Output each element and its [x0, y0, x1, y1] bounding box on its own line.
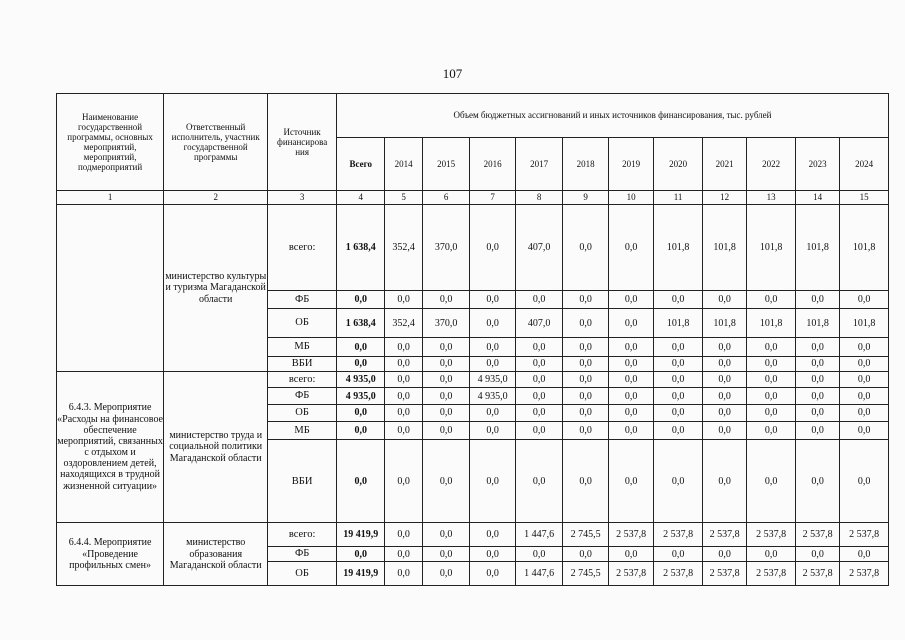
value-year: 2 537,8 — [795, 561, 839, 585]
value-year: 2 537,8 — [608, 561, 653, 585]
value-year: 0,0 — [608, 371, 653, 388]
value-year: 0,0 — [515, 440, 563, 523]
value-year: 0,0 — [654, 421, 703, 440]
value-year: 101,8 — [747, 205, 796, 290]
column-number: 4 — [336, 190, 385, 205]
value-year: 0,0 — [608, 309, 653, 338]
column-number: 15 — [840, 190, 889, 205]
value-year: 0,0 — [515, 421, 563, 440]
header-source: Источник финансирова ния — [268, 94, 337, 191]
value-year: 0,0 — [654, 404, 703, 421]
page-number: 107 — [442, 66, 463, 81]
value-total: 4 935,0 — [336, 388, 385, 405]
value-year: 407,0 — [515, 309, 563, 338]
value-year: 0,0 — [422, 547, 470, 562]
value-year: 0,0 — [608, 440, 653, 523]
header-year: 2018 — [563, 137, 608, 190]
value-year: 0,0 — [747, 290, 796, 309]
value-year: 0,0 — [747, 371, 796, 388]
value-year: 0,0 — [654, 440, 703, 523]
funding-source: ФБ — [268, 547, 337, 562]
value-year: 4 935,0 — [470, 371, 515, 388]
value-year: 0,0 — [563, 309, 608, 338]
value-year: 2 537,8 — [608, 523, 653, 547]
value-year: 0,0 — [702, 421, 746, 440]
value-year: 0,0 — [840, 547, 889, 562]
value-year: 0,0 — [654, 290, 703, 309]
value-year: 0,0 — [795, 440, 839, 523]
value-year: 0,0 — [385, 404, 422, 421]
value-year: 0,0 — [795, 421, 839, 440]
column-number: 3 — [268, 190, 337, 205]
header-year: 2022 — [747, 137, 796, 190]
header-year: 2021 — [702, 137, 746, 190]
value-year: 0,0 — [422, 388, 470, 405]
value-year: 0,0 — [654, 388, 703, 405]
value-year: 2 537,8 — [702, 561, 746, 585]
value-year: 0,0 — [515, 547, 563, 562]
value-total: 0,0 — [336, 547, 385, 562]
header-executor: Ответственный исполнитель, участник государственной программы — [164, 94, 268, 191]
column-number: 5 — [385, 190, 422, 205]
value-year: 0,0 — [654, 547, 703, 562]
value-year: 101,8 — [654, 205, 703, 290]
value-total: 1 638,4 — [336, 309, 385, 338]
value-year: 0,0 — [563, 547, 608, 562]
value-year: 101,8 — [702, 205, 746, 290]
value-year: 2 537,8 — [840, 523, 889, 547]
value-total: 4 935,0 — [336, 371, 385, 388]
column-number: 6 — [422, 190, 470, 205]
column-number: 10 — [608, 190, 653, 205]
value-year: 0,0 — [840, 357, 889, 372]
value-year: 0,0 — [702, 290, 746, 309]
header-year: 2014 — [385, 137, 422, 190]
value-year: 0,0 — [795, 290, 839, 309]
value-year: 0,0 — [608, 547, 653, 562]
value-year: 0,0 — [608, 338, 653, 357]
value-year: 0,0 — [608, 357, 653, 372]
value-year: 0,0 — [795, 388, 839, 405]
value-year: 0,0 — [470, 290, 515, 309]
value-year: 101,8 — [702, 309, 746, 338]
column-number: 14 — [795, 190, 839, 205]
value-year: 0,0 — [515, 404, 563, 421]
value-total: 1 638,4 — [336, 205, 385, 290]
column-number: 8 — [515, 190, 563, 205]
value-year: 0,0 — [840, 404, 889, 421]
value-year: 0,0 — [795, 371, 839, 388]
value-year: 0,0 — [747, 338, 796, 357]
funding-source: всего: — [268, 523, 337, 547]
value-year: 2 537,8 — [747, 561, 796, 585]
value-year: 0,0 — [747, 404, 796, 421]
value-year: 0,0 — [563, 371, 608, 388]
value-year: 0,0 — [702, 371, 746, 388]
value-year: 2 537,8 — [654, 523, 703, 547]
value-year: 0,0 — [422, 523, 470, 547]
funding-source: ВБИ — [268, 440, 337, 523]
value-year: 0,0 — [470, 404, 515, 421]
header-year: 2024 — [840, 137, 889, 190]
value-total: 19 419,9 — [336, 523, 385, 547]
value-year: 0,0 — [840, 338, 889, 357]
value-year: 370,0 — [422, 205, 470, 290]
value-year: 0,0 — [470, 547, 515, 562]
value-year: 0,0 — [563, 357, 608, 372]
value-year: 0,0 — [385, 421, 422, 440]
value-year: 4 935,0 — [470, 388, 515, 405]
value-year: 0,0 — [702, 547, 746, 562]
value-total: 19 419,9 — [336, 561, 385, 585]
column-number: 12 — [702, 190, 746, 205]
header-year: 2016 — [470, 137, 515, 190]
value-year: 0,0 — [608, 290, 653, 309]
executor-name: министерство культуры и туризма Магаданской области — [164, 205, 268, 371]
value-year: 0,0 — [702, 404, 746, 421]
value-year: 0,0 — [795, 338, 839, 357]
header-total: Всего — [336, 137, 385, 190]
value-year: 0,0 — [747, 357, 796, 372]
value-year: 0,0 — [385, 523, 422, 547]
value-year: 2 537,8 — [654, 561, 703, 585]
value-year: 0,0 — [840, 440, 889, 523]
value-year: 0,0 — [563, 421, 608, 440]
value-year: 0,0 — [422, 404, 470, 421]
funding-source: ВБИ — [268, 357, 337, 372]
value-year: 0,0 — [515, 371, 563, 388]
activity-name: 6.4.3. Мероприятие «Расходы на финансовое обеспечение мероприятий, связанных с отдыхом и оздоровлением детей, находящихся в трудной жизненной ситуации» — [57, 371, 164, 523]
value-year: 0,0 — [515, 290, 563, 309]
funding-source: ОБ — [268, 309, 337, 338]
value-year: 352,4 — [385, 309, 422, 338]
column-number: 7 — [470, 190, 515, 205]
value-year: 0,0 — [515, 357, 563, 372]
funding-source: всего: — [268, 371, 337, 388]
value-year: 0,0 — [515, 388, 563, 405]
value-year: 0,0 — [702, 388, 746, 405]
header-year: 2015 — [422, 137, 470, 190]
column-number: 9 — [563, 190, 608, 205]
value-year: 0,0 — [840, 388, 889, 405]
value-year: 0,0 — [840, 371, 889, 388]
value-year: 0,0 — [385, 388, 422, 405]
value-total: 0,0 — [336, 421, 385, 440]
value-year: 0,0 — [470, 357, 515, 372]
column-number: 13 — [747, 190, 796, 205]
value-year: 0,0 — [840, 290, 889, 309]
value-year: 0,0 — [608, 404, 653, 421]
value-year: 0,0 — [608, 388, 653, 405]
value-year: 2 537,8 — [795, 523, 839, 547]
value-year: 0,0 — [422, 371, 470, 388]
value-total: 0,0 — [336, 290, 385, 309]
value-year: 0,0 — [470, 421, 515, 440]
funding-source: ФБ — [268, 388, 337, 405]
value-year: 407,0 — [515, 205, 563, 290]
funding-source: ОБ — [268, 404, 337, 421]
value-year: 0,0 — [385, 357, 422, 372]
activity-name: 6.4.4. Мероприятие «Проведение профильных смен» — [57, 523, 164, 586]
value-year: 0,0 — [795, 547, 839, 562]
funding-source: МБ — [268, 421, 337, 440]
value-year: 0,0 — [422, 561, 470, 585]
value-year: 0,0 — [563, 404, 608, 421]
value-year: 0,0 — [747, 388, 796, 405]
value-year: 0,0 — [795, 357, 839, 372]
value-year: 0,0 — [422, 440, 470, 523]
value-total: 0,0 — [336, 357, 385, 372]
header-year: 2019 — [608, 137, 653, 190]
column-number: 11 — [654, 190, 703, 205]
header-year: 2017 — [515, 137, 563, 190]
activity-name — [57, 205, 164, 371]
value-year: 0,0 — [422, 338, 470, 357]
value-year: 101,8 — [795, 205, 839, 290]
value-year: 0,0 — [422, 357, 470, 372]
value-year: 0,0 — [702, 440, 746, 523]
value-year: 2 537,8 — [702, 523, 746, 547]
value-year: 0,0 — [470, 523, 515, 547]
value-year: 0,0 — [385, 440, 422, 523]
value-year: 0,0 — [422, 421, 470, 440]
value-year: 0,0 — [515, 338, 563, 357]
value-year: 0,0 — [608, 205, 653, 290]
value-year: 101,8 — [840, 309, 889, 338]
value-year: 1 447,6 — [515, 561, 563, 585]
value-year: 0,0 — [563, 440, 608, 523]
value-year: 0,0 — [654, 357, 703, 372]
value-year: 0,0 — [385, 338, 422, 357]
value-year: 0,0 — [747, 547, 796, 562]
value-year: 0,0 — [795, 404, 839, 421]
funding-source: всего: — [268, 205, 337, 290]
value-year: 0,0 — [563, 290, 608, 309]
value-year: 0,0 — [470, 309, 515, 338]
header-name: Наименование государственной программы, основных мероприятий, мероприятий, подмероприятий — [57, 94, 164, 191]
value-year: 101,8 — [747, 309, 796, 338]
table-row — [57, 523, 889, 547]
value-total: 0,0 — [336, 404, 385, 421]
value-year: 0,0 — [385, 561, 422, 585]
value-year: 370,0 — [422, 309, 470, 338]
executor-name: министерство труда и социальной политики Магаданской области — [164, 371, 268, 523]
budget-table — [56, 93, 889, 586]
executor-name: министерство образования Магаданской области — [164, 523, 268, 586]
value-year: 0,0 — [385, 290, 422, 309]
value-year: 0,0 — [654, 371, 703, 388]
value-year: 2 537,8 — [747, 523, 796, 547]
column-number: 2 — [164, 190, 268, 205]
value-year: 0,0 — [702, 338, 746, 357]
value-year: 0,0 — [563, 205, 608, 290]
table-row — [57, 371, 889, 388]
value-year: 0,0 — [747, 421, 796, 440]
value-total: 0,0 — [336, 338, 385, 357]
value-year: 0,0 — [470, 205, 515, 290]
header-year: 2023 — [795, 137, 839, 190]
funding-source: ОБ — [268, 561, 337, 585]
funding-source: МБ — [268, 338, 337, 357]
value-year: 0,0 — [747, 440, 796, 523]
value-year: 0,0 — [563, 388, 608, 405]
value-year: 0,0 — [702, 357, 746, 372]
column-number: 1 — [57, 190, 164, 205]
value-year: 2 537,8 — [840, 561, 889, 585]
value-year: 101,8 — [840, 205, 889, 290]
funding-source: ФБ — [268, 290, 337, 309]
value-year: 2 745,5 — [563, 523, 608, 547]
value-year: 1 447,6 — [515, 523, 563, 547]
value-year: 2 745,5 — [563, 561, 608, 585]
value-total: 0,0 — [336, 440, 385, 523]
header-year: 2020 — [654, 137, 703, 190]
value-year: 0,0 — [470, 440, 515, 523]
table-row — [57, 205, 889, 290]
value-year: 352,4 — [385, 205, 422, 290]
value-year: 0,0 — [385, 371, 422, 388]
value-year: 101,8 — [795, 309, 839, 338]
value-year: 0,0 — [563, 338, 608, 357]
header-volume: Объем бюджетных ассигнований и иных источников финансирования, тыс. рублей — [336, 94, 888, 138]
value-year: 101,8 — [654, 309, 703, 338]
value-year: 0,0 — [840, 421, 889, 440]
value-year: 0,0 — [608, 421, 653, 440]
value-year: 0,0 — [470, 338, 515, 357]
value-year: 0,0 — [654, 338, 703, 357]
value-year: 0,0 — [470, 561, 515, 585]
value-year: 0,0 — [385, 547, 422, 562]
value-year: 0,0 — [422, 290, 470, 309]
